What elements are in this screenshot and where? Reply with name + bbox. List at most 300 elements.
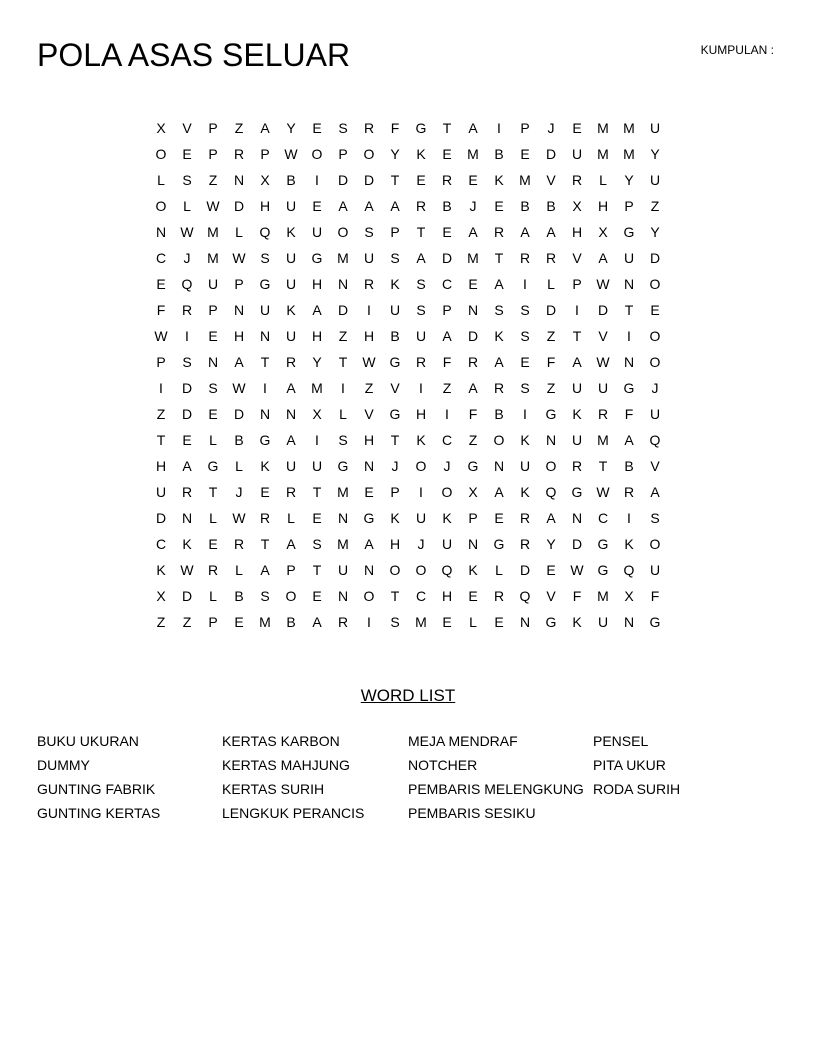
grid-cell: J bbox=[391, 458, 399, 474]
grid-cell: S bbox=[260, 588, 270, 604]
grid-cell: O bbox=[389, 562, 401, 578]
grid-cell: M bbox=[623, 146, 635, 162]
grid-cell: N bbox=[363, 458, 375, 474]
grid-cell: N bbox=[571, 510, 583, 526]
grid-cell: F bbox=[390, 120, 400, 136]
grid-cell: G bbox=[623, 224, 635, 240]
grid-cell: N bbox=[337, 588, 349, 604]
grid-cell: J bbox=[417, 536, 425, 552]
grid-cell: I bbox=[419, 484, 423, 500]
grid-cell: E bbox=[468, 588, 478, 604]
grid-cell: P bbox=[208, 146, 218, 162]
grid-cell: V bbox=[546, 172, 556, 188]
grid-cell: N bbox=[519, 614, 531, 630]
grid-cell: E bbox=[494, 614, 504, 630]
word-list-item: GUNTING KERTAS bbox=[37, 805, 161, 821]
grid-cell: K bbox=[520, 484, 530, 500]
grid-cell: M bbox=[337, 250, 349, 266]
word-list-item: GUNTING FABRIK bbox=[37, 781, 156, 797]
grid-cell: R bbox=[233, 146, 245, 162]
grid-cell: Q bbox=[649, 432, 661, 448]
grid-cell: O bbox=[363, 146, 375, 162]
grid-cell: A bbox=[546, 224, 556, 240]
grid-cell: R bbox=[571, 458, 583, 474]
grid-cell: O bbox=[285, 588, 297, 604]
grid-cell: W bbox=[206, 198, 220, 214]
grid-cell: Z bbox=[182, 614, 192, 630]
grid-cell: E bbox=[208, 536, 218, 552]
grid-cell: S bbox=[312, 536, 322, 552]
grid-cell: H bbox=[571, 224, 583, 240]
grid-cell: P bbox=[208, 120, 218, 136]
grid-cell: E bbox=[520, 354, 530, 370]
grid-cell: L bbox=[287, 510, 295, 526]
grid-cell: E bbox=[494, 510, 504, 526]
grid-cell: M bbox=[597, 432, 609, 448]
word-list-item: KERTAS KARBON bbox=[222, 733, 340, 749]
grid-cell: I bbox=[627, 328, 631, 344]
grid-cell: L bbox=[209, 588, 217, 604]
grid-cell: N bbox=[623, 614, 635, 630]
grid-cell: D bbox=[233, 406, 245, 422]
word-list-item: PITA UKUR bbox=[593, 757, 666, 773]
grid-cell: U bbox=[649, 120, 661, 136]
grid-cell: M bbox=[259, 614, 271, 630]
grid-cell: J bbox=[651, 380, 659, 396]
word-list-title: WORD LIST bbox=[360, 686, 456, 705]
grid-cell: U bbox=[311, 224, 323, 240]
grid-cell: T bbox=[572, 328, 582, 344]
grid-cell: H bbox=[311, 328, 323, 344]
grid-cell: J bbox=[183, 250, 191, 266]
grid-cell: K bbox=[416, 146, 426, 162]
grid-cell: G bbox=[337, 458, 349, 474]
word-list-item: BUKU UKURAN bbox=[37, 733, 139, 749]
grid-cell: F bbox=[650, 588, 660, 604]
grid-cell: R bbox=[493, 380, 505, 396]
grid-cell: O bbox=[545, 458, 557, 474]
grid-cell: D bbox=[181, 588, 193, 604]
grid-cell: B bbox=[390, 328, 400, 344]
grid-cell: A bbox=[234, 354, 244, 370]
word-list-item: KERTAS SURIH bbox=[222, 781, 325, 797]
grid-cell: I bbox=[367, 302, 371, 318]
grid-cell: A bbox=[182, 458, 192, 474]
grid-cell: R bbox=[493, 588, 505, 604]
grid-cell: C bbox=[441, 276, 453, 292]
grid-cell: T bbox=[494, 250, 504, 266]
grid-cell: V bbox=[390, 380, 400, 396]
grid-cell: Y bbox=[312, 354, 322, 370]
grid-cell: M bbox=[415, 614, 427, 630]
grid-cell: C bbox=[155, 250, 167, 266]
word-list-item: LENGKUK PERANCIS bbox=[222, 805, 365, 821]
grid-cell: R bbox=[519, 250, 531, 266]
grid-cell: L bbox=[339, 406, 347, 422]
grid-cell: K bbox=[494, 172, 504, 188]
grid-cell: N bbox=[207, 354, 219, 370]
grid-cell: X bbox=[156, 120, 166, 136]
grid-cell: A bbox=[468, 380, 478, 396]
grid-cell: G bbox=[259, 432, 271, 448]
grid-cell: M bbox=[337, 536, 349, 552]
grid-cell: K bbox=[416, 432, 426, 448]
grid-cell: M bbox=[519, 172, 531, 188]
grid-cell: M bbox=[337, 484, 349, 500]
grid-cell: U bbox=[285, 276, 297, 292]
grid-cell: W bbox=[232, 380, 246, 396]
grid-cell: U bbox=[597, 380, 609, 396]
grid-cell: U bbox=[389, 302, 401, 318]
grid-cell: K bbox=[286, 302, 296, 318]
grid-cell: M bbox=[207, 250, 219, 266]
grid-cell: C bbox=[597, 510, 609, 526]
grid-cell: O bbox=[493, 432, 505, 448]
grid-cell: I bbox=[445, 406, 449, 422]
grid-cell: G bbox=[597, 536, 609, 552]
grid-cell: D bbox=[233, 198, 245, 214]
grid-cell: T bbox=[338, 354, 348, 370]
grid-cell: E bbox=[312, 198, 322, 214]
grid-cell: Y bbox=[390, 146, 400, 162]
grid-cell: A bbox=[572, 354, 582, 370]
grid-cell: O bbox=[649, 354, 661, 370]
grid-cell: E bbox=[208, 406, 218, 422]
grid-cell: I bbox=[575, 302, 579, 318]
grid-cell: N bbox=[623, 276, 635, 292]
grid-cell: T bbox=[624, 302, 634, 318]
grid-cell: T bbox=[390, 432, 400, 448]
grid-cell: Z bbox=[364, 380, 374, 396]
grid-cell: H bbox=[389, 536, 401, 552]
grid-cell: B bbox=[546, 198, 556, 214]
grid-cell: J bbox=[547, 120, 555, 136]
grid-cell: S bbox=[208, 380, 218, 396]
grid-cell: R bbox=[519, 510, 531, 526]
grid-cell: N bbox=[337, 276, 349, 292]
grid-cell: A bbox=[468, 224, 478, 240]
grid-cell: K bbox=[572, 614, 582, 630]
grid-cell: E bbox=[468, 276, 478, 292]
grid-cell: N bbox=[233, 172, 245, 188]
grid-cell: Z bbox=[156, 614, 166, 630]
grid-cell: A bbox=[650, 484, 660, 500]
grid-cell: W bbox=[596, 484, 610, 500]
grid-cell: E bbox=[312, 510, 322, 526]
grid-cell: I bbox=[523, 276, 527, 292]
grid-cell: F bbox=[468, 406, 478, 422]
grid-cell: W bbox=[596, 354, 610, 370]
grid-cell: P bbox=[624, 198, 634, 214]
grid-cell: I bbox=[159, 380, 163, 396]
grid-cell: V bbox=[546, 588, 556, 604]
grid-cell: J bbox=[443, 458, 451, 474]
grid-cell: E bbox=[260, 484, 270, 500]
grid-cell: G bbox=[389, 354, 401, 370]
grid-cell: N bbox=[493, 458, 505, 474]
grid-cell: D bbox=[545, 302, 557, 318]
grid-cell: A bbox=[494, 276, 504, 292]
grid-cell: E bbox=[312, 120, 322, 136]
grid-cell: K bbox=[390, 276, 400, 292]
grid-cell: V bbox=[598, 328, 608, 344]
grid-cell: L bbox=[469, 614, 477, 630]
grid-cell: Y bbox=[286, 120, 296, 136]
word-list-item: PENSEL bbox=[593, 733, 649, 749]
group-label: KUMPULAN : bbox=[700, 43, 774, 57]
grid-cell: M bbox=[467, 250, 479, 266]
grid-cell: O bbox=[363, 588, 375, 604]
grid-cell: E bbox=[442, 146, 452, 162]
grid-cell: Z bbox=[468, 432, 478, 448]
grid-cell: L bbox=[235, 562, 243, 578]
grid-cell: U bbox=[311, 458, 323, 474]
grid-cell: E bbox=[572, 120, 582, 136]
grid-cell: D bbox=[519, 562, 531, 578]
grid-cell: A bbox=[468, 120, 478, 136]
grid-cell: R bbox=[337, 614, 349, 630]
grid-cell: H bbox=[363, 328, 375, 344]
grid-cell: T bbox=[208, 484, 218, 500]
grid-cell: T bbox=[598, 458, 608, 474]
grid-cell: R bbox=[363, 120, 375, 136]
grid-cell: F bbox=[546, 354, 556, 370]
grid-cell: S bbox=[364, 224, 374, 240]
grid-cell: P bbox=[390, 224, 400, 240]
grid-cell: O bbox=[155, 146, 167, 162]
grid-cell: E bbox=[364, 484, 374, 500]
grid-cell: D bbox=[441, 250, 453, 266]
page-title: POLA ASAS SELUAR bbox=[37, 37, 351, 73]
grid-cell: E bbox=[182, 146, 192, 162]
grid-cell: X bbox=[312, 406, 322, 422]
grid-cell: R bbox=[415, 198, 427, 214]
grid-cell: G bbox=[467, 458, 479, 474]
grid-cell: Z bbox=[208, 172, 218, 188]
grid-cell: R bbox=[493, 224, 505, 240]
grid-cell: N bbox=[623, 354, 635, 370]
grid-cell: W bbox=[154, 328, 168, 344]
grid-cell: V bbox=[182, 120, 192, 136]
grid-cell: R bbox=[259, 510, 271, 526]
grid-cell: N bbox=[467, 302, 479, 318]
grid-cell: P bbox=[208, 302, 218, 318]
grid-cell: U bbox=[155, 484, 167, 500]
word-list-heading bbox=[0, 685, 816, 707]
grid-cell: D bbox=[467, 328, 479, 344]
word-search-grid bbox=[148, 115, 668, 635]
grid-cell: B bbox=[494, 406, 504, 422]
grid-cell: G bbox=[545, 614, 557, 630]
word-list-item: PEMBARIS MELENGKUNG bbox=[408, 781, 584, 797]
grid-cell: E bbox=[234, 614, 244, 630]
grid-cell: N bbox=[467, 536, 479, 552]
grid-cell: V bbox=[650, 458, 660, 474]
grid-cell: V bbox=[572, 250, 582, 266]
grid-cell: O bbox=[415, 562, 427, 578]
grid-cell: K bbox=[624, 536, 634, 552]
grid-cell: A bbox=[364, 198, 374, 214]
grid-cell: H bbox=[441, 588, 453, 604]
grid-cell: A bbox=[286, 536, 296, 552]
grid-cell: R bbox=[285, 354, 297, 370]
grid-cell: G bbox=[623, 380, 635, 396]
grid-cell: R bbox=[467, 354, 479, 370]
grid-cell: A bbox=[390, 198, 400, 214]
grid-cell: A bbox=[442, 328, 452, 344]
grid-cell: A bbox=[286, 432, 296, 448]
grid-cell: S bbox=[494, 302, 504, 318]
grid-cell: W bbox=[596, 276, 610, 292]
grid-cell: N bbox=[259, 406, 271, 422]
grid-cell: U bbox=[571, 380, 583, 396]
grid-cell: N bbox=[545, 432, 557, 448]
grid-cell: E bbox=[494, 198, 504, 214]
grid-cell: O bbox=[649, 328, 661, 344]
grid-cell: N bbox=[363, 562, 375, 578]
grid-cell: E bbox=[312, 588, 322, 604]
grid-cell: A bbox=[494, 484, 504, 500]
grid-cell: M bbox=[623, 120, 635, 136]
grid-cell: Z bbox=[650, 198, 660, 214]
grid-cell: A bbox=[312, 302, 322, 318]
grid-cell: M bbox=[207, 224, 219, 240]
grid-cell: C bbox=[415, 588, 427, 604]
grid-cell: W bbox=[180, 562, 194, 578]
grid-cell: Z bbox=[442, 380, 452, 396]
grid-cell: S bbox=[182, 172, 192, 188]
grid-cell: V bbox=[364, 406, 374, 422]
grid-cell: L bbox=[235, 458, 243, 474]
grid-cell: L bbox=[157, 172, 165, 188]
grid-cell: D bbox=[597, 302, 609, 318]
grid-cell: S bbox=[338, 432, 348, 448]
grid-cell: G bbox=[571, 484, 583, 500]
grid-cell: U bbox=[337, 562, 349, 578]
grid-cell: T bbox=[260, 354, 270, 370]
grid-cell: I bbox=[315, 432, 319, 448]
grid-cell: Z bbox=[338, 328, 348, 344]
grid-cell: K bbox=[260, 458, 270, 474]
grid-cell: O bbox=[337, 224, 349, 240]
grid-cell: M bbox=[311, 380, 323, 396]
grid-cell: I bbox=[315, 172, 319, 188]
grid-cell: K bbox=[494, 328, 504, 344]
grid-cell: K bbox=[572, 406, 582, 422]
grid-cell: L bbox=[209, 432, 217, 448]
grid-cell: U bbox=[285, 250, 297, 266]
word-list-item: MEJA MENDRAF bbox=[408, 733, 518, 749]
grid-cell: U bbox=[415, 328, 427, 344]
grid-cell: T bbox=[260, 536, 270, 552]
grid-cell: L bbox=[235, 224, 243, 240]
grid-cell: A bbox=[364, 536, 374, 552]
grid-cell: A bbox=[312, 614, 322, 630]
word-list bbox=[37, 729, 778, 825]
grid-cell: P bbox=[208, 614, 218, 630]
grid-cell: S bbox=[390, 614, 400, 630]
grid-cell: C bbox=[441, 432, 453, 448]
grid-cell: P bbox=[572, 276, 582, 292]
grid-cell: O bbox=[649, 536, 661, 552]
grid-cell: N bbox=[233, 302, 245, 318]
grid-cell: B bbox=[286, 172, 296, 188]
grid-cell: M bbox=[467, 146, 479, 162]
grid-cell: A bbox=[286, 380, 296, 396]
grid-cell: R bbox=[181, 484, 193, 500]
grid-cell: F bbox=[442, 354, 452, 370]
grid-cell: U bbox=[649, 172, 661, 188]
grid-cell: G bbox=[545, 406, 557, 422]
grid-cell: T bbox=[416, 224, 426, 240]
word-list-item: DUMMY bbox=[37, 757, 90, 773]
grid-cell: R bbox=[623, 484, 635, 500]
grid-cell: Q bbox=[181, 276, 193, 292]
grid-cell: N bbox=[259, 328, 271, 344]
grid-cell: S bbox=[390, 250, 400, 266]
grid-cell: P bbox=[338, 146, 348, 162]
grid-cell: J bbox=[235, 484, 243, 500]
grid-cell: N bbox=[181, 510, 193, 526]
grid-cell: B bbox=[286, 614, 296, 630]
grid-cell: R bbox=[363, 276, 375, 292]
grid-cell: I bbox=[523, 406, 527, 422]
grid-cell: A bbox=[520, 224, 530, 240]
grid-cell: A bbox=[338, 198, 348, 214]
grid-cell: M bbox=[597, 588, 609, 604]
grid-cell: Y bbox=[650, 224, 660, 240]
grid-cell: U bbox=[571, 432, 583, 448]
grid-cell: R bbox=[233, 536, 245, 552]
grid-cell: Q bbox=[441, 562, 453, 578]
grid-cell: P bbox=[156, 354, 166, 370]
grid-cell: J bbox=[469, 198, 477, 214]
grid-cell: U bbox=[207, 276, 219, 292]
grid-cell: O bbox=[649, 276, 661, 292]
grid-cell: O bbox=[441, 484, 453, 500]
grid-cell: Q bbox=[545, 484, 557, 500]
grid-cell: R bbox=[597, 406, 609, 422]
grid-cell: N bbox=[155, 224, 167, 240]
grid-cell: Z bbox=[546, 380, 556, 396]
grid-cell: A bbox=[598, 250, 608, 266]
grid-cell: C bbox=[155, 536, 167, 552]
grid-cell: S bbox=[416, 302, 426, 318]
grid-cell: X bbox=[260, 172, 270, 188]
grid-cell: A bbox=[260, 562, 270, 578]
grid-cell: U bbox=[285, 328, 297, 344]
grid-cell: E bbox=[156, 276, 166, 292]
grid-cell: T bbox=[442, 120, 452, 136]
grid-cell: H bbox=[155, 458, 167, 474]
grid-cell: Q bbox=[623, 562, 635, 578]
grid-cell: H bbox=[311, 276, 323, 292]
grid-cell: D bbox=[337, 302, 349, 318]
word-list-item: RODA SURIH bbox=[593, 781, 681, 797]
grid-cell: M bbox=[597, 146, 609, 162]
grid-cell: U bbox=[519, 458, 531, 474]
grid-cell: E bbox=[182, 432, 192, 448]
grid-cell: T bbox=[390, 588, 400, 604]
grid-cell: S bbox=[520, 302, 530, 318]
grid-cell: B bbox=[234, 432, 244, 448]
grid-cell: X bbox=[572, 198, 582, 214]
grid-cell: Q bbox=[259, 224, 271, 240]
word-list-item: PEMBARIS SESIKU bbox=[408, 805, 536, 821]
grid-cell: D bbox=[363, 172, 375, 188]
grid-cell: P bbox=[234, 276, 244, 292]
grid-cell: U bbox=[259, 302, 271, 318]
